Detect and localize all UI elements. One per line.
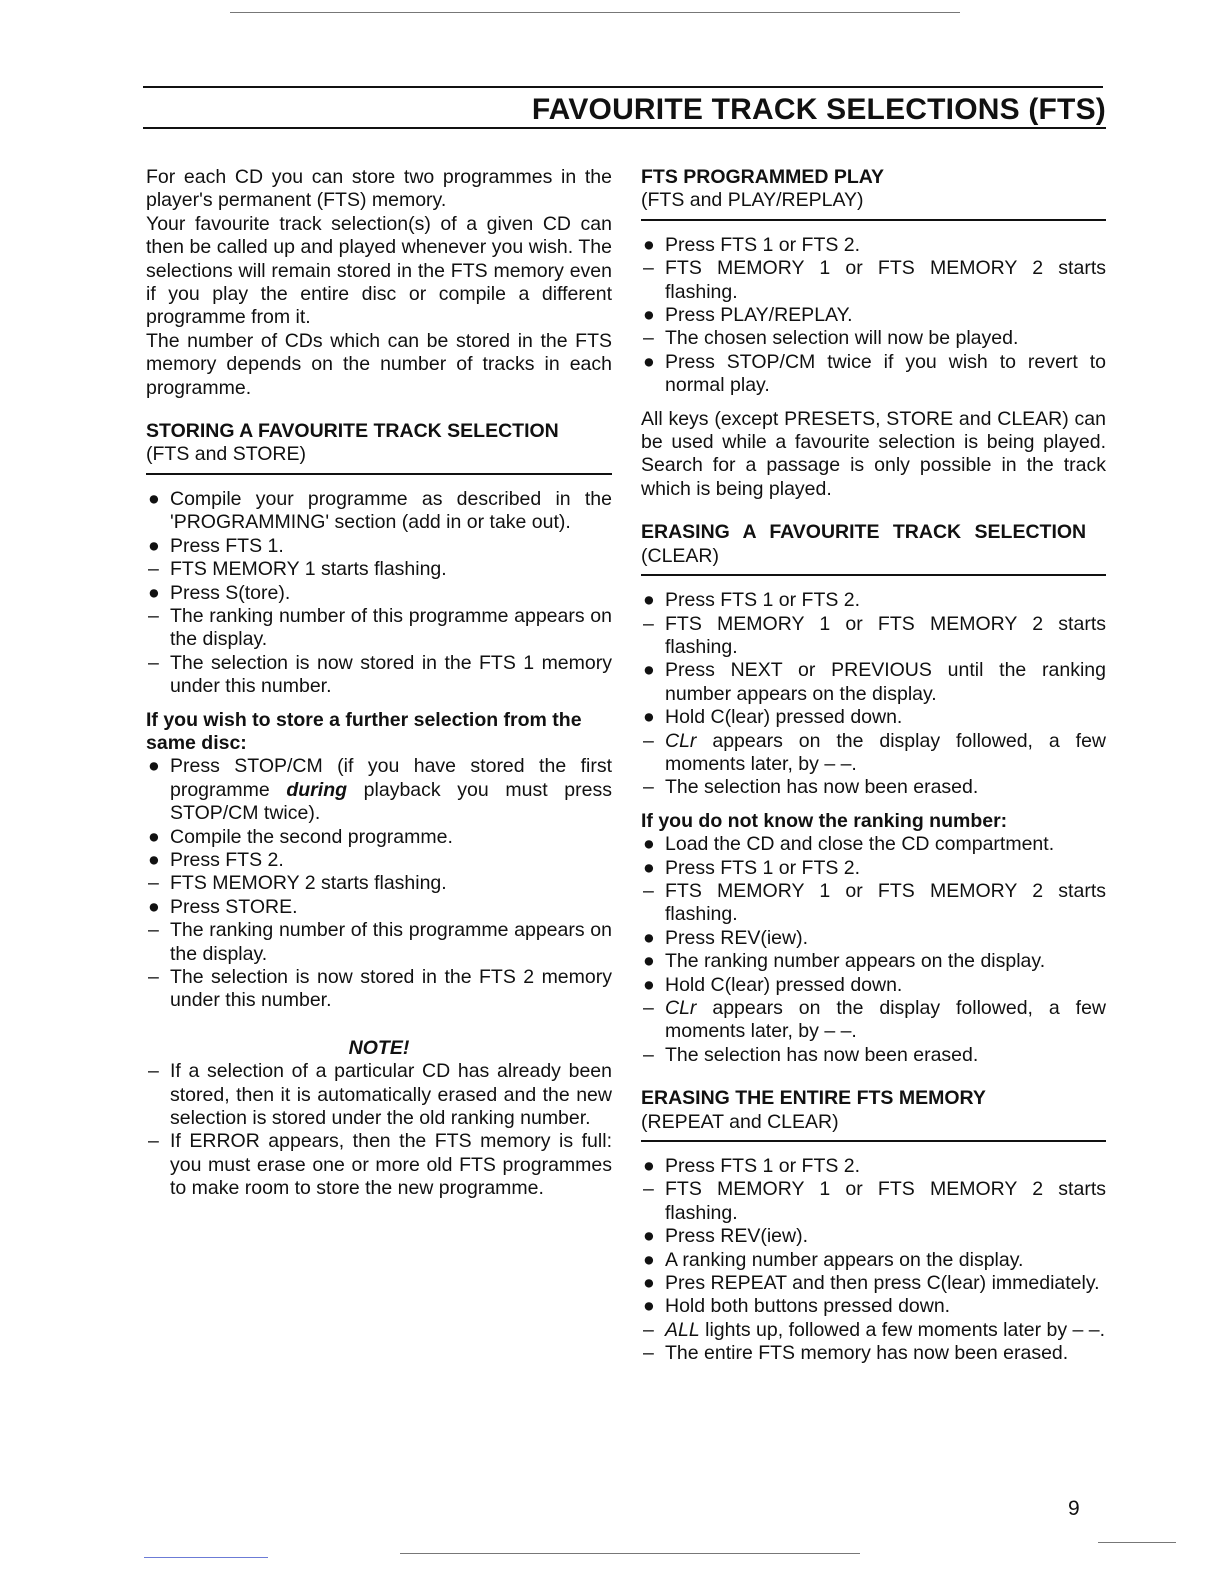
header-rule-top [143, 86, 1103, 88]
step-item: – The chosen selection will now be played. [643, 327, 1019, 350]
step-item: ● Press STOP/CM twice if you wish to revert to normal play. [643, 350, 1106, 397]
section-title-programmed: FTS PROGRAMMED PLAY [641, 166, 885, 188]
programmed-note-paragraph: All keys (except PRESETS, STORE and CLEAR) can be used while a favourite selection is being played. Search for a passage is only possible in the track which is being played. [641, 407, 1106, 500]
step-item: ● Press REV(iew). [643, 926, 809, 949]
further-selection-heading: If you wish to store a further selection from the same disc: [146, 708, 582, 754]
step-item: – The ranking number of this programme appears on the display. [148, 919, 612, 965]
step-item: ● The ranking number appears on the display. [643, 950, 1046, 973]
step-item: – The selection is now stored in the FTS 2 memory under this number. [148, 966, 612, 1012]
step-item: ● Press PLAY/REPLAY. [643, 304, 853, 327]
step-item: – CLr appears on the display followed, a few moments later, by – –. [643, 729, 1106, 775]
note-item: – If ERROR appears, then the FTS memory is full: you must erase one or more old FTS programmes to make room to store the new programme. [148, 1130, 612, 1200]
note-item: – If a selection of a particular CD has already been stored, then it is automatically erased and the new selection is stored under the old ranking number. [148, 1060, 612, 1130]
steps-entire [641, 1155, 1106, 1366]
step-item: ● Compile your programme as described in the 'PROGRAMMING' section (add in or take out). [148, 487, 612, 534]
step-item: – FTS MEMORY 1 or FTS MEMORY 2 starts flashing. [643, 612, 1106, 658]
step-item: – FTS MEMORY 1 starts flashing. [148, 558, 447, 581]
step-item: ● Press STORE. [148, 895, 298, 918]
section-title-entire: ERASING THE ENTIRE FTS MEMORY [641, 1087, 986, 1110]
scan-artifact-bottom [400, 1553, 860, 1554]
header-rule-bottom [143, 127, 538, 129]
step-item: ● A ranking number appears on the display. [643, 1248, 1024, 1271]
section-title-storing: STORING A FAVOURITE TRACK SELECTION [146, 420, 559, 443]
step-item: ● Press REV(iew). [643, 1225, 809, 1248]
section-subtitle-entire: (REPEAT and CLEAR) [641, 1111, 1106, 1142]
section-subtitle-programmed: (FTS and PLAY/REPLAY) [641, 189, 1106, 220]
step-item: ● Press STOP/CM (if you have stored the first programme during playback you must press STOP/CM twice). [148, 755, 612, 825]
note-list [146, 1060, 612, 1200]
step-item: ● Pres REPEAT and then press C(lear) immediately. [643, 1272, 1100, 1295]
left-column [146, 166, 612, 1201]
section-subtitle-storing: (FTS and STORE) [146, 443, 612, 474]
step-item: ● Press S(tore). [148, 581, 291, 604]
step-item: – FTS MEMORY 2 starts flashing. [148, 872, 447, 895]
steps-further [146, 755, 612, 1012]
step-item: – CLr appears on the display followed, a few moments later, by – –. [643, 997, 1106, 1043]
step-item: ● Load the CD and close the CD compartment. [643, 833, 1055, 856]
steps-storing [146, 488, 612, 699]
intro-paragraph-1: For each CD you can store two programmes in the player's permanent (FTS) memory. [146, 166, 612, 212]
section-subtitle-erasing: (CLEAR) [641, 545, 1106, 576]
step-item: ● Press FTS 1 or FTS 2. [643, 1155, 861, 1178]
steps-programmed [641, 234, 1106, 398]
steps-unknown-ranking [641, 833, 1106, 1067]
intro-paragraph-3: The number of CDs which can be stored in the FTS memory depends on the number of tracks in each programme. [146, 329, 612, 399]
scan-artifact-bottom-right [1098, 1542, 1176, 1543]
step-item: ● Press FTS 1 or FTS 2. [643, 589, 861, 612]
step-item: ● Compile the second programme. [148, 825, 453, 848]
step-item: – FTS MEMORY 1 or FTS MEMORY 2 starts flashing. [643, 1178, 1106, 1224]
section-title-erasing: ERASING A FAVOURITE TRACK SELECTION [641, 521, 1087, 544]
unknown-ranking-heading: If you do not know the ranking number: [641, 809, 1008, 832]
step-item: ● Press FTS 1. [148, 534, 284, 557]
page-title: FAVOURITE TRACK SELECTIONS (FTS) [532, 93, 1106, 129]
step-item: – FTS MEMORY 1 or FTS MEMORY 2 starts flashing. [643, 879, 1106, 926]
page-number: 9 [1068, 1497, 1080, 1520]
step-item: – The selection has now been erased. [643, 776, 979, 799]
step-item: – The entire FTS memory has now been erased. [643, 1342, 1069, 1365]
note-title: NOTE! [348, 1036, 410, 1059]
right-column [641, 166, 1106, 1366]
step-item: ● Hold C(lear) pressed down. [643, 973, 903, 996]
step-item: – FTS MEMORY 1 or FTS MEMORY 2 starts flashing. [643, 257, 1106, 303]
step-item: – The selection is now stored in the FTS 1 memory under this number. [148, 651, 612, 698]
step-item: ● Hold C(lear) pressed down. [643, 706, 903, 729]
steps-erasing [641, 589, 1106, 800]
step-item: ● Press FTS 2. [148, 848, 284, 871]
step-item: ● Press FTS 1 or FTS 2. [643, 233, 861, 256]
step-item: ● Press FTS 1 or FTS 2. [643, 856, 861, 879]
step-item: ● Press NEXT or PREVIOUS until the ranking number appears on the display. [643, 659, 1106, 705]
step-item: ● Hold both buttons pressed down. [643, 1295, 951, 1318]
scan-artifact-top [230, 12, 960, 13]
intro-paragraph-2: Your favourite track selection(s) of a given CD can then be called up and played whenever you wish. The selections will remain stored in the FTS memory even if you play the entire disc or compile a different programme from it. [146, 212, 612, 329]
step-item: – The ranking number of this programme appears on the display. [148, 604, 612, 651]
scan-artifact-bottom-left [144, 1557, 268, 1558]
step-item: – ALL lights up, followed a few moments later by – –. [643, 1318, 1106, 1341]
step-item: – The selection has now been erased. [643, 1043, 979, 1066]
